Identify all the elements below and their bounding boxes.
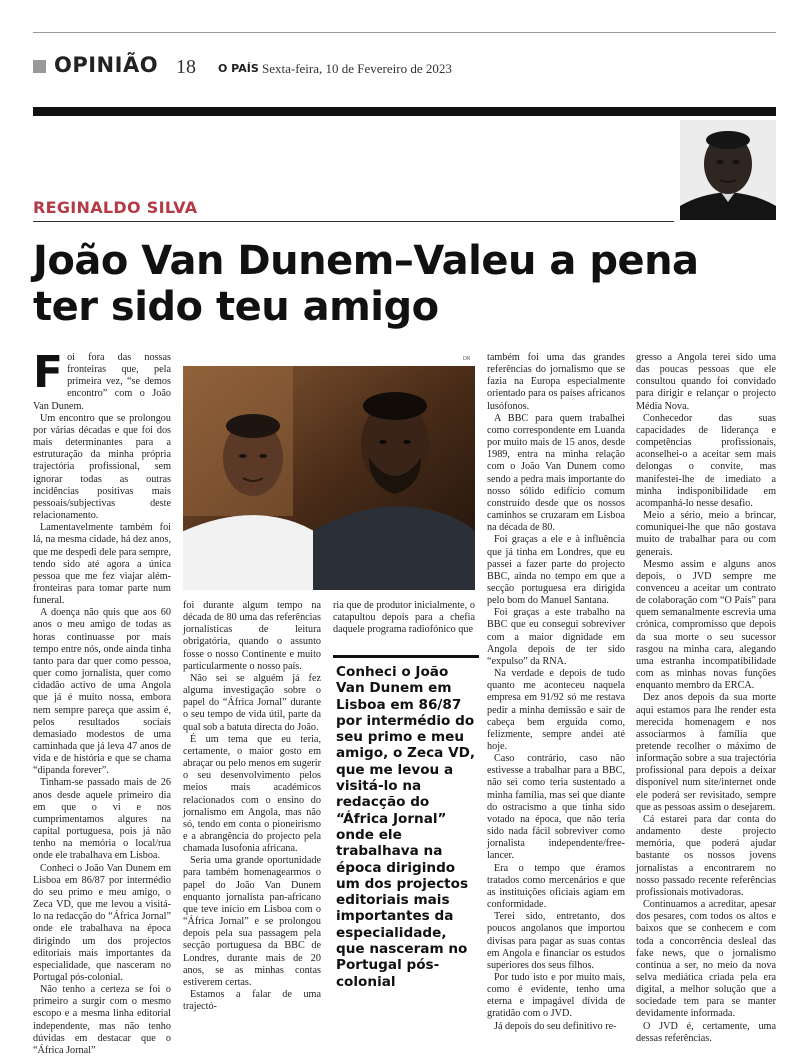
paragraph: Um encontro que se prolongou por várias décadas e que foi dos mais determinantes para a estruturação da minha própria trajectória profissional, sem ignorar todas as outras incidências positivas mais pessoais/subjectivas deste relacionamento. (33, 412, 171, 522)
paragraph: oi fora das nossas fronteiras que, pela primeira vez, “se demos encontro” com o João Van Dunem. (33, 352, 171, 412)
author-name: REGINALDO SILVA (33, 198, 198, 217)
column-2 (183, 600, 321, 1013)
paragraph: Terei sido, entretanto, dos poucos angolanos que importou divisas para pagar as suas contas em Angola e financiar os estudos superiores dos seus filhos. (487, 911, 625, 971)
paragraph: A BBC para quem trabalhei como correspondente em Luanda por muito mais de 15 anos, desde 1989, entra na minha relação com o João Van Dunem como sendo a pedra mais importante do nosso sólido edifício comum construído desde que os nossos caminhos se cruzaram em Lisboa na década de 80. (487, 412, 625, 534)
paragraph: ria que de produtor inicialmente, o catapultou depois para a chefia daquele programa radiofónico que (333, 600, 475, 636)
pull-quote-rule (333, 655, 479, 658)
paragraph: Conheci o João Van Dunem em Lisboa em 86/87 por intermédio do seu primo e meu amigo, o Zeca VD, que me levou a visitá-lo na redacção do “África Jornal” onde ele trabalhava na época dirigindo um dos projectos editoriais mais importantes da especialidade, que nasceram no Portugal pós-colonial. (33, 862, 171, 983)
author-portrait (680, 120, 776, 220)
paragraph: Estamos a falar de uma trajectó- (183, 989, 321, 1013)
column-1 (33, 347, 171, 1057)
header-band (33, 107, 776, 116)
paragraph: Era o tempo que éramos tratados como mercenários e que as instituições oficiais agiam em conformidade. (487, 862, 625, 911)
paragraph: gresso a Angola terei sido uma das poucas pessoas que ele consultou quando foi convidado para dirigir e relançar o projecto Média Nova. (636, 352, 776, 412)
paragraph: também foi uma das grandes referências do jornalismo que se fazia na Europa especialmente orientado para os países africanos lusófonos. (487, 352, 625, 412)
paragraph: Cá estarei para dar conta do andamento deste projecto memória, que poderá ajudar bastante os nossos jovens jornalistas a encontrarem no nosso passado recente referências profissionais motivadoras. (636, 813, 776, 898)
paragraph: Continuamos a acreditar, apesar dos pesares, com todos os altos e baixos que se conhecem e com toda a concorrência desleal das fake news, que o jornalismo continua a ser, no meio da nova selva mediática criada pela era digital, a melhor solução que a sociedade tem para se manter devidamente informada. (636, 899, 776, 1020)
section-marker (33, 60, 46, 73)
paragraph: Lamentavelmente também foi lá, na mesma cidade, há dez anos, que me despedi dele para sempre, tendo sido até agora a única pessoa que me fez viajar além-fronteiras para tomar parte num funeral. (33, 522, 171, 607)
photo-credit: DR (463, 356, 471, 362)
paragraph: Meio a sério, meio a brincar, comuniquei-lhe que não gostava muito de trabalhar para ou com generais. (636, 510, 776, 558)
paragraph: Seria uma grande oportunidade para também homenagearmos o papel do João Van Dunem enquanto jornalista pan-africano que teve início em Lisboa com o “África Jornal” e se prolongou depois pela sua passagem pela secção portuguesa da BBC de Londres, durante mais de 20 anos, se as minhas contas estiverem certas. (183, 855, 321, 988)
paragraph: Tinham-se passado mais de 26 anos desde aquele primeiro dia em que o vi e nos cumprimentamos algures na capital portuguesa, pois já não tenho na memória o local/rua onde ele trabalhava em Lisboa. (33, 777, 171, 862)
author-rule (33, 221, 674, 222)
paragraph: Por tudo isto e por muito mais, como é evidente, tenho uma eterna e impagável dívida de gratidão com o JVD. (487, 971, 625, 1020)
publication-name: O PAÍS (218, 62, 259, 75)
paragraph: Já depois do seu definitivo re- (494, 1020, 617, 1032)
issue-date: Sexta-feira, 10 de Fevereiro de 2023 (262, 61, 452, 76)
paragraph: A doença não quis que aos 60 anos o meu amigo de todas as horas continuasse por mais tempo entre nós, onde ainda tinha tanto para dar quer como pessoa, quer como jornalista, quer como cidadão activo de uma Angola que já é muito nossa, embora nem sempre pareça que assim é, pelos resultados sociais demasiado modestos de uma caminhada que já leva 47 anos de vida e de história e que se chama “dipanda forever”. (33, 607, 171, 777)
paragraph: Mesmo assim e alguns anos depois, o JVD sempre me convenceu a aceitar um contrato de colaboração com “O País” para quem semanalmente escrevia uma crónica, compromisso que depois da sua morte o seu sucessor rasgou na minha cara, alegando uma estranha incompatibilidade com as minhas novas funções enquanto membro da ERCA. (636, 558, 777, 692)
page-number: 18 (176, 56, 196, 78)
paragraph: Na verdade e depois de tudo quanto me aconteceu naquela empresa em 91/92 só me restava pedir a minha demissão e sair de cabeça bem erguida como, felizmente, sempre andei até hoje. (487, 668, 625, 752)
paragraph: Conhecedor das suas capacidades de liderança e competências profissionais, aconselhei-o a aceitar sem mais delongas o convite, mas manifestei-lhe de imediato a minha indisponibilidade em acompanhá-lo nesse desafio. (636, 412, 776, 509)
paragraph: Caso contrário, caso não estivesse a trabalhar para a BBC, não sei como teria sustentado a minha família, mas sei que diante do ostracismo a que tinha sido votado na época, que não teria sido nada fácil sobreviver como jornalista independente/free-lancer. (487, 753, 625, 862)
section-title: OPINIÃO (54, 53, 159, 77)
paragraph: Foi graças a este trabalho na BBC que eu consegui sobreviver com a maior dignidade em Angola depois de ter sido “expulso” da RNA. (487, 607, 625, 667)
paragraph: foi durante algum tempo na década de 80 uma das referências jornalísticas de leitura obrigatória, quando o assunto fosse o nosso Continente e muito particularmente o nosso país. (183, 600, 321, 672)
paragraph: É um tema que eu teria, certamente, o maior gosto em abraçar ou pelo menos em sugerir o seu desenvolvimento pelos meios mais académicos relacionados com o ensino do jornalismo em Angola, mas não só, tendo em conta o pioneirismo e a abrangência do projecto pela chamada lusofonia africana. (183, 733, 321, 855)
article-photo (183, 366, 475, 590)
paragraph: Não tenho a certeza se foi o primeiro a surgir com o mesmo escopo e a mesma linha editorial independente, mas não tenho dúvidas em destacar que o “África Jornal” (33, 984, 171, 1056)
column-4 (487, 352, 625, 1033)
top-rule (33, 32, 776, 33)
paragraph: Foi graças a ele e à influência que já tinha em Londres, que eu passei a fazer parte do projecto BBC, ainda no tempo em que a secção portuguesa era dirigida pelo bom do Manuel Santana. (487, 534, 625, 607)
column-3 (333, 600, 475, 636)
drop-cap: F (33, 347, 64, 398)
headline: João Van Dunem–Valeu a pena ter sido teu amigo (33, 238, 699, 330)
paragraph: O JVD é, certamente, uma dessas referências. (636, 1020, 776, 1044)
pull-quote: Conheci o João Van Dunem em Lisboa em 86/87 por intermédio do seu primo e meu amigo, o Zeca VD, que me levou a visitá-lo na redacção do “África Jornal” onde ele trabalhava na época dirigindo um dos projectos editoriais mais importantes da especialidade, que nasceram no Portugal pós-colonial (336, 664, 476, 990)
paragraph: Não sei se alguém já fez alguma investigação sobre o papel do “África Jornal” durante o seu tempo de vida útil, parte da qual sob a batuta directa do João. (183, 672, 321, 733)
paragraph: Dez anos depois da sua morte aqui estamos para lhe render esta merecida homenagem e nos associarmos à família que pretende recolher o máximo de informação sobre a sua trajectória profissional para depois a deixar disponível num site/internet onde ele poderá ser revisitado, sempre que as pessoas assim o desejarem. (636, 692, 776, 813)
column-5 (636, 352, 776, 1045)
